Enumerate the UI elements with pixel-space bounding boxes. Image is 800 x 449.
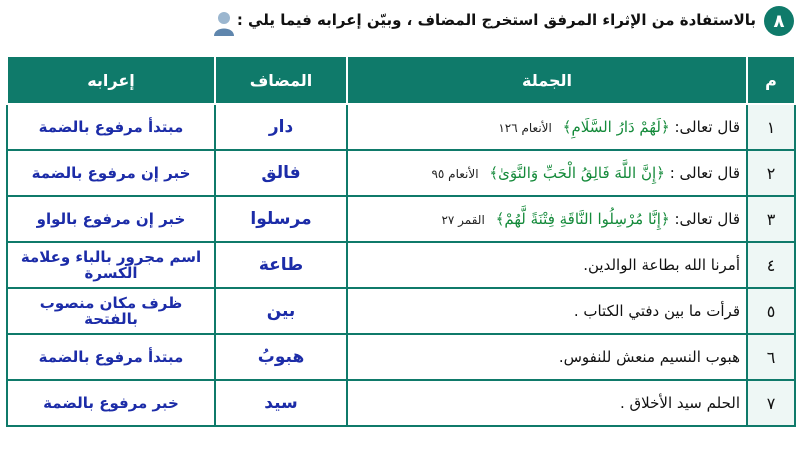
question-header (0, 6, 800, 42)
row-sentence: هبوب النسيم منعش للنفوس. (347, 334, 747, 380)
header-mudaf: المضاف (215, 56, 347, 104)
row-mudaf: هبوبُ (215, 334, 347, 380)
row-number: ٧ (747, 380, 795, 426)
question-number-badge: ٨ (764, 6, 794, 36)
row-irab: اسم مجرور بالباء وعلامة الكسرة (7, 242, 215, 288)
ornate-bracket-close: ﴾ (489, 164, 499, 182)
table-row (7, 150, 795, 196)
header-num: م (747, 56, 795, 104)
ornate-bracket-open: ﴿ (656, 164, 665, 182)
row-number: ٦ (747, 334, 795, 380)
verse-reference: الأنعام ٩٥ (431, 167, 479, 181)
row-sentence (347, 196, 747, 242)
table-row (7, 288, 795, 334)
row-mudaf: فالق (215, 150, 347, 196)
row-sentence: أمرنا الله بطاعة الوالدين. (347, 242, 747, 288)
quran-verse: إِنَّا مُرْسِلُوا النَّاقَةِ فِتْنَةً لَّهُمْ (504, 210, 661, 228)
row-number: ٤ (747, 242, 795, 288)
row-mudaf: طاعة (215, 242, 347, 288)
ornate-bracket-close: ﴾ (495, 210, 505, 228)
row-mudaf: دار (215, 104, 347, 150)
user-icon (212, 10, 236, 36)
question-text: بالاستفادة من الإثراء المرفق استخرج المضاف ، وبيّن إعرابه فيما يلي : (236, 11, 756, 29)
quran-prefix: قال تعالى: (674, 210, 740, 228)
header-sentence: الجملة (347, 56, 747, 104)
verse-reference: الأنعام ١٢٦ (498, 121, 552, 135)
row-sentence (347, 150, 747, 196)
table-row (7, 104, 795, 150)
row-sentence: الحلم سيد الأخلاق . (347, 380, 747, 426)
row-irab: مبتدأ مرفوع بالضمة (7, 104, 215, 150)
table-row (7, 334, 795, 380)
row-mudaf: سيد (215, 380, 347, 426)
row-sentence (347, 104, 747, 150)
table-row (7, 242, 795, 288)
ornate-bracket-open: ﴿ (660, 210, 670, 228)
quran-prefix: قال تعالى : (669, 164, 740, 182)
row-number: ٣ (747, 196, 795, 242)
row-irab: ظرف مكان منصوب بالفتحة (7, 288, 215, 334)
row-number: ١ (747, 104, 795, 150)
row-irab: خبر إن مرفوع بالضمة (7, 150, 215, 196)
ornate-bracket-close: ﴾ (562, 118, 572, 136)
ornate-bracket-open: ﴿ (660, 118, 670, 136)
quran-prefix: قال تعالى: (674, 118, 740, 136)
row-sentence: قرأت ما بين دفتي الكتاب . (347, 288, 747, 334)
row-number: ٢ (747, 150, 795, 196)
mudaf-table (6, 55, 796, 427)
row-mudaf: بين (215, 288, 347, 334)
header-irab: إعرابه (7, 56, 215, 104)
quran-verse: إِنَّ اللَّهَ فَالِقُ الْحَبِّ وَالنَّوَىٰ (498, 164, 657, 182)
row-number: ٥ (747, 288, 795, 334)
row-mudaf: مرسلوا (215, 196, 347, 242)
table-row (7, 380, 795, 426)
row-irab: خبر إن مرفوع بالواو (7, 196, 215, 242)
verse-reference: القمر ٢٧ (441, 213, 485, 227)
table-header-row (7, 56, 795, 104)
table-row (7, 196, 795, 242)
row-irab: خبر مرفوع بالضمة (7, 380, 215, 426)
quran-verse: لَهُمْ دَارُ السَّلَامِ (571, 118, 661, 136)
row-irab: مبتدأ مرفوع بالضمة (7, 334, 215, 380)
